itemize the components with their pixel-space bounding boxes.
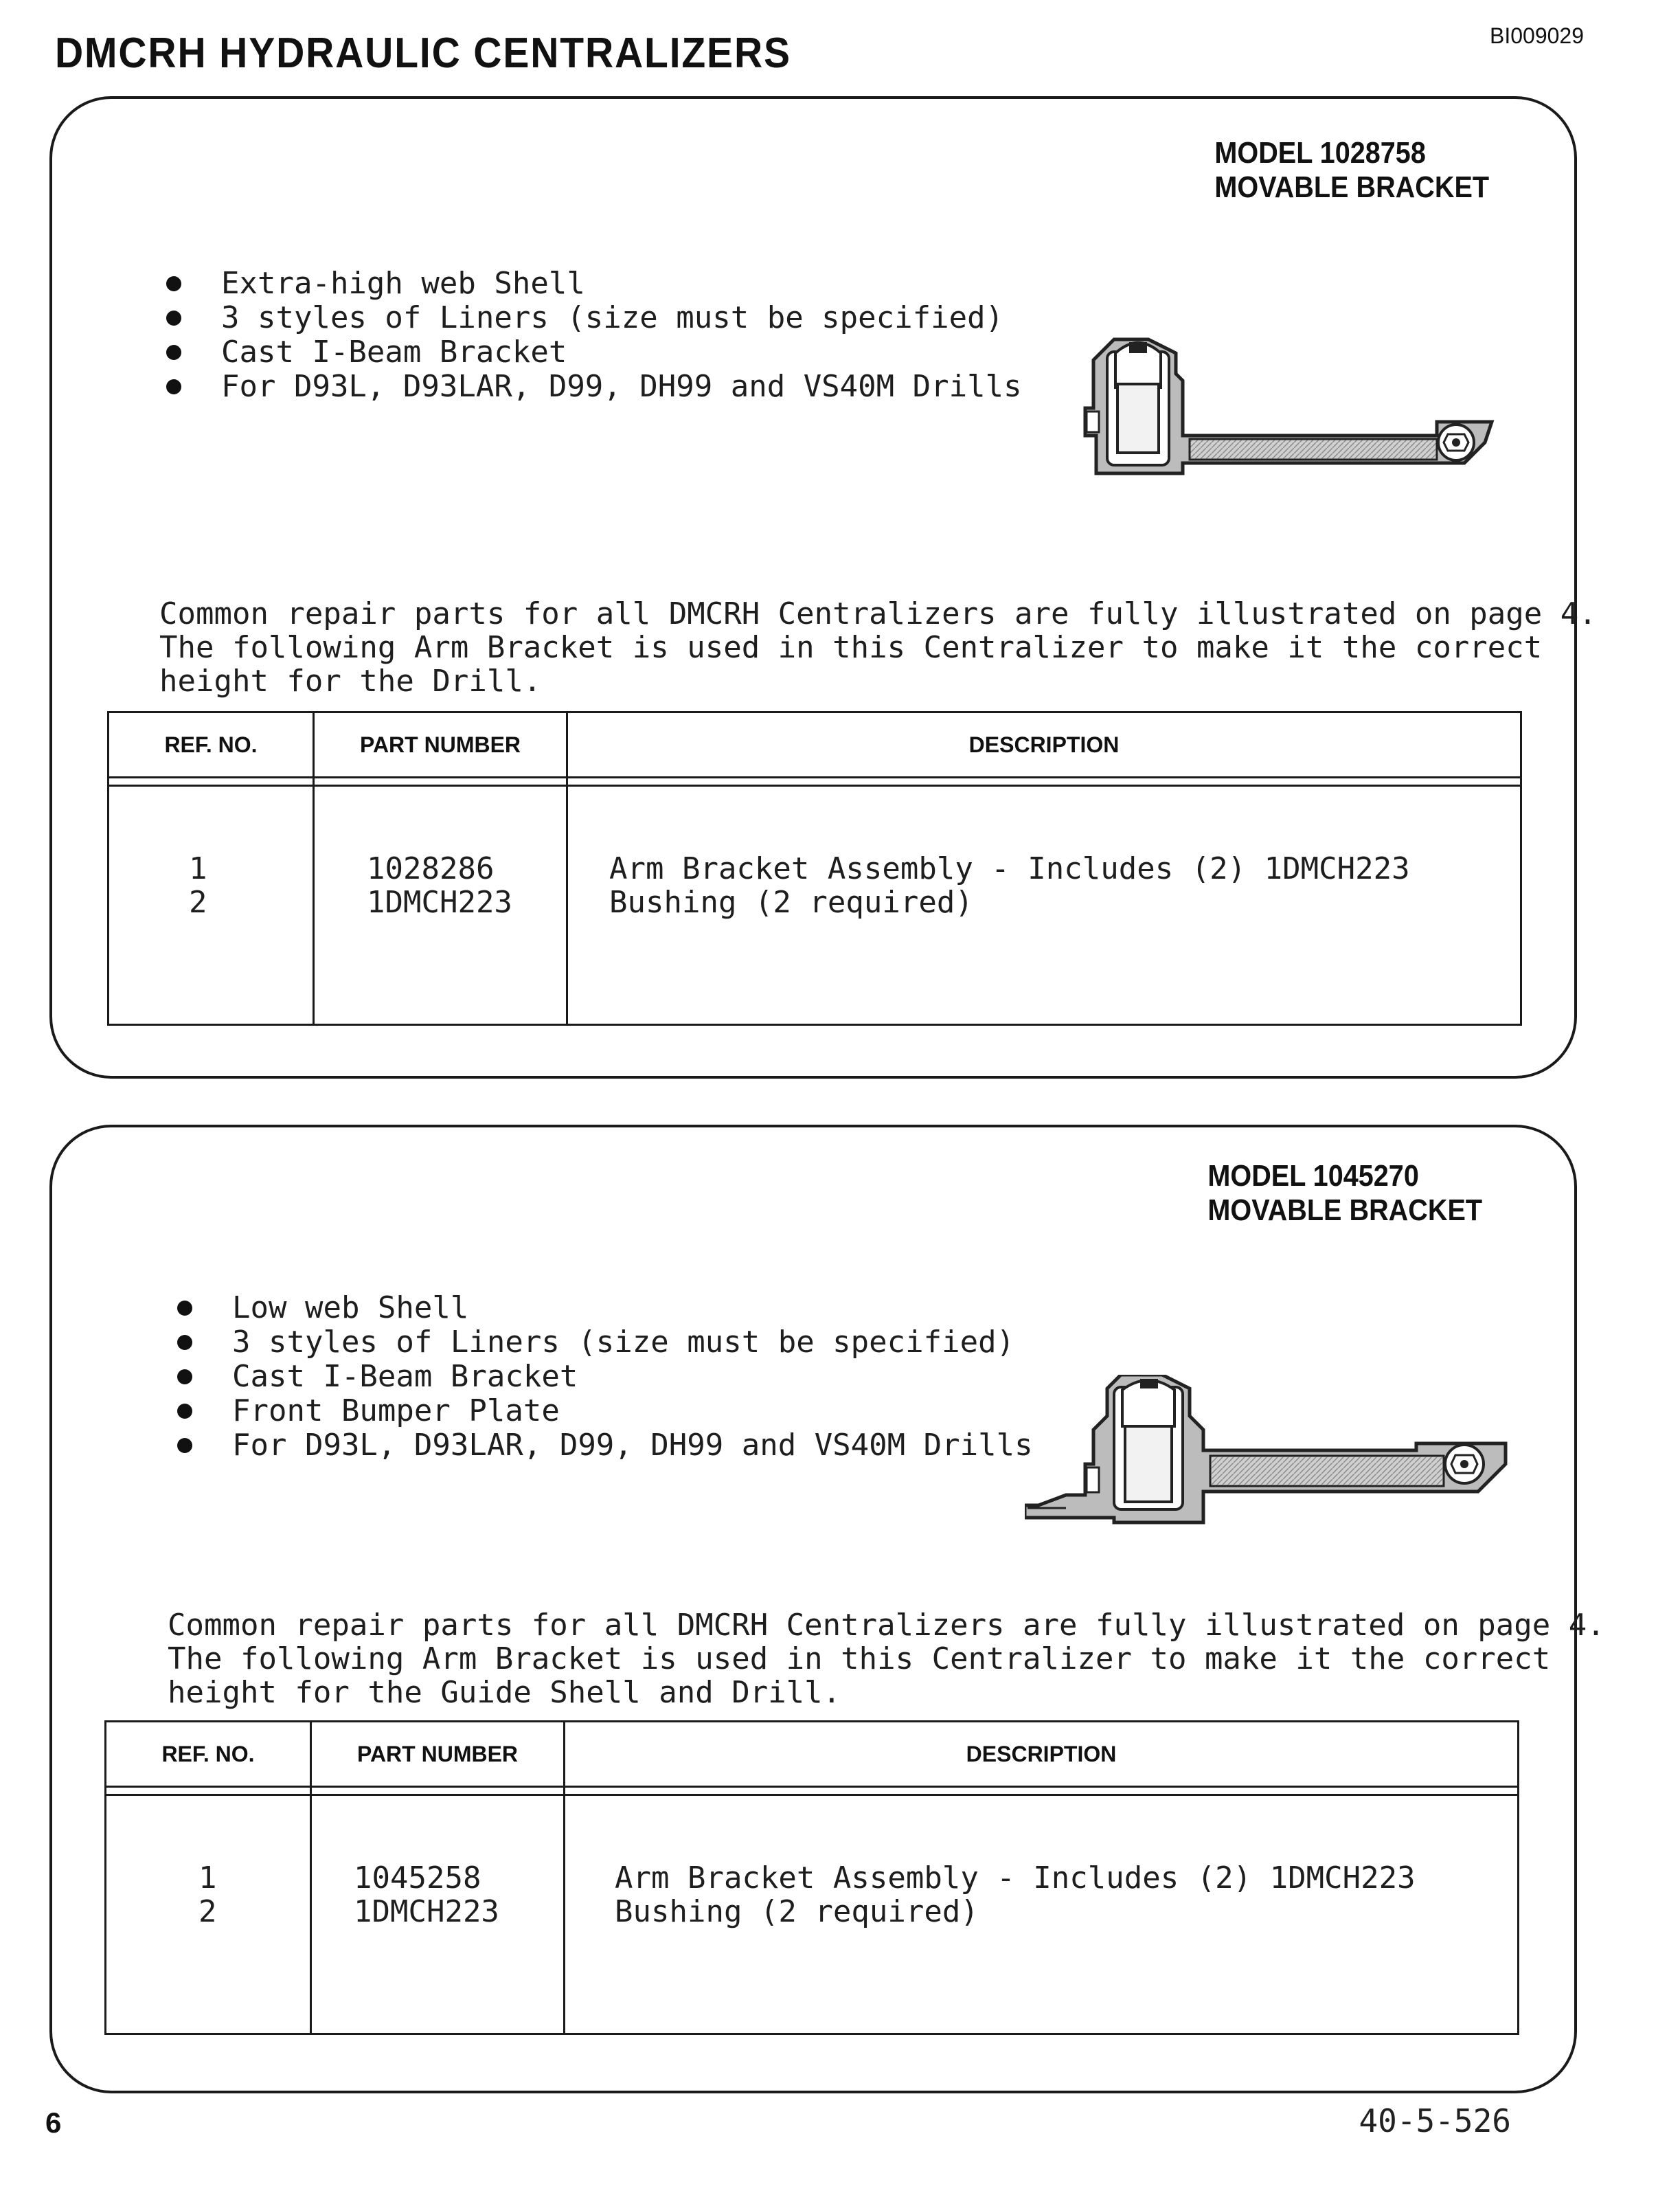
- feature-item: For D93L, D93LAR, D99, DH99 and VS40M Drills: [166, 370, 1022, 404]
- feature-item: For D93L, D93LAR, D99, DH99 and VS40M Drills: [177, 1428, 1033, 1463]
- feature-item: Extra-high web Shell: [166, 267, 1022, 301]
- note-paragraph: Common repair parts for all DMCRH Centralizers are fully illustrated on page 4. The following Arm Bracket is used in this Centralizer to make it the correct height for the Drill.: [159, 596, 1597, 699]
- model-number: MODEL 1045270: [1207, 1159, 1419, 1193]
- ref-cell: 1 2: [189, 851, 207, 920]
- bullet-icon: [177, 1301, 192, 1316]
- bullet-icon: [166, 345, 181, 360]
- feature-list: [177, 1291, 1033, 1463]
- bullet-icon: [177, 1335, 192, 1350]
- column-header-part: PART NUMBER: [359, 732, 521, 757]
- document-code: 40-5-526: [1359, 2102, 1511, 2139]
- bullet-icon: [166, 311, 181, 326]
- bullet-icon: [166, 379, 181, 394]
- parts-table: [107, 711, 1522, 1026]
- bullet-icon: [177, 1438, 192, 1453]
- model-number: MODEL 1028758: [1214, 136, 1426, 170]
- bullet-icon: [177, 1369, 192, 1384]
- document-id: BI009029: [1489, 23, 1584, 48]
- feature-item: 3 styles of Liners (size must be specified): [166, 301, 1022, 335]
- column-header-description: DESCRIPTION: [968, 732, 1120, 757]
- model-1045270-panel: [49, 1125, 1605, 2093]
- column-header-description: DESCRIPTION: [966, 1741, 1117, 1766]
- feature-item: Cast I-Beam Bracket: [166, 335, 1022, 370]
- note-paragraph: Common repair parts for all DMCRH Centralizers are fully illustrated on page 4. The following Arm Bracket is used in this Centralizer to make it the correct height for the Guide Shell and Drill.: [168, 1608, 1605, 1710]
- ref-cell: 1 2: [198, 1860, 217, 1929]
- bullet-icon: [166, 276, 181, 291]
- model-1028758-panel: [49, 96, 1597, 1079]
- page-title: DMCRH HYDRAULIC CENTRALIZERS: [55, 30, 791, 77]
- bullet-icon: [177, 1404, 192, 1419]
- feature-item: Cast I-Beam Bracket: [177, 1360, 1033, 1394]
- bracket-type: MOVABLE BRACKET: [1207, 1193, 1482, 1227]
- column-header-part: PART NUMBER: [356, 1741, 519, 1766]
- model-heading: [1214, 136, 1489, 205]
- bracket-drawing: [1080, 333, 1519, 497]
- feature-item: 3 styles of Liners (size must be specified): [177, 1325, 1033, 1360]
- part-number-cell: 1028286 1DMCH223: [367, 851, 512, 920]
- page-number: 6: [45, 2106, 62, 2139]
- column-header-ref: REF. NO.: [164, 732, 258, 757]
- description-cell: Arm Bracket Assembly - Includes (2) 1DMCH223 Bushing (2 required): [609, 851, 1410, 920]
- column-header-ref: REF. NO.: [161, 1741, 255, 1766]
- parts-table: [104, 1720, 1519, 2035]
- bracket-type: MOVABLE BRACKET: [1214, 170, 1489, 204]
- feature-item: Front Bumper Plate: [177, 1394, 1033, 1428]
- feature-list: [166, 267, 1022, 404]
- model-heading: [1207, 1159, 1482, 1228]
- feature-item: Low web Shell: [177, 1291, 1033, 1325]
- part-number-cell: 1045258 1DMCH223: [354, 1860, 499, 1929]
- bracket-drawing: [1025, 1375, 1533, 1547]
- description-cell: Arm Bracket Assembly - Includes (2) 1DMCH223 Bushing (2 required): [615, 1860, 1416, 1929]
